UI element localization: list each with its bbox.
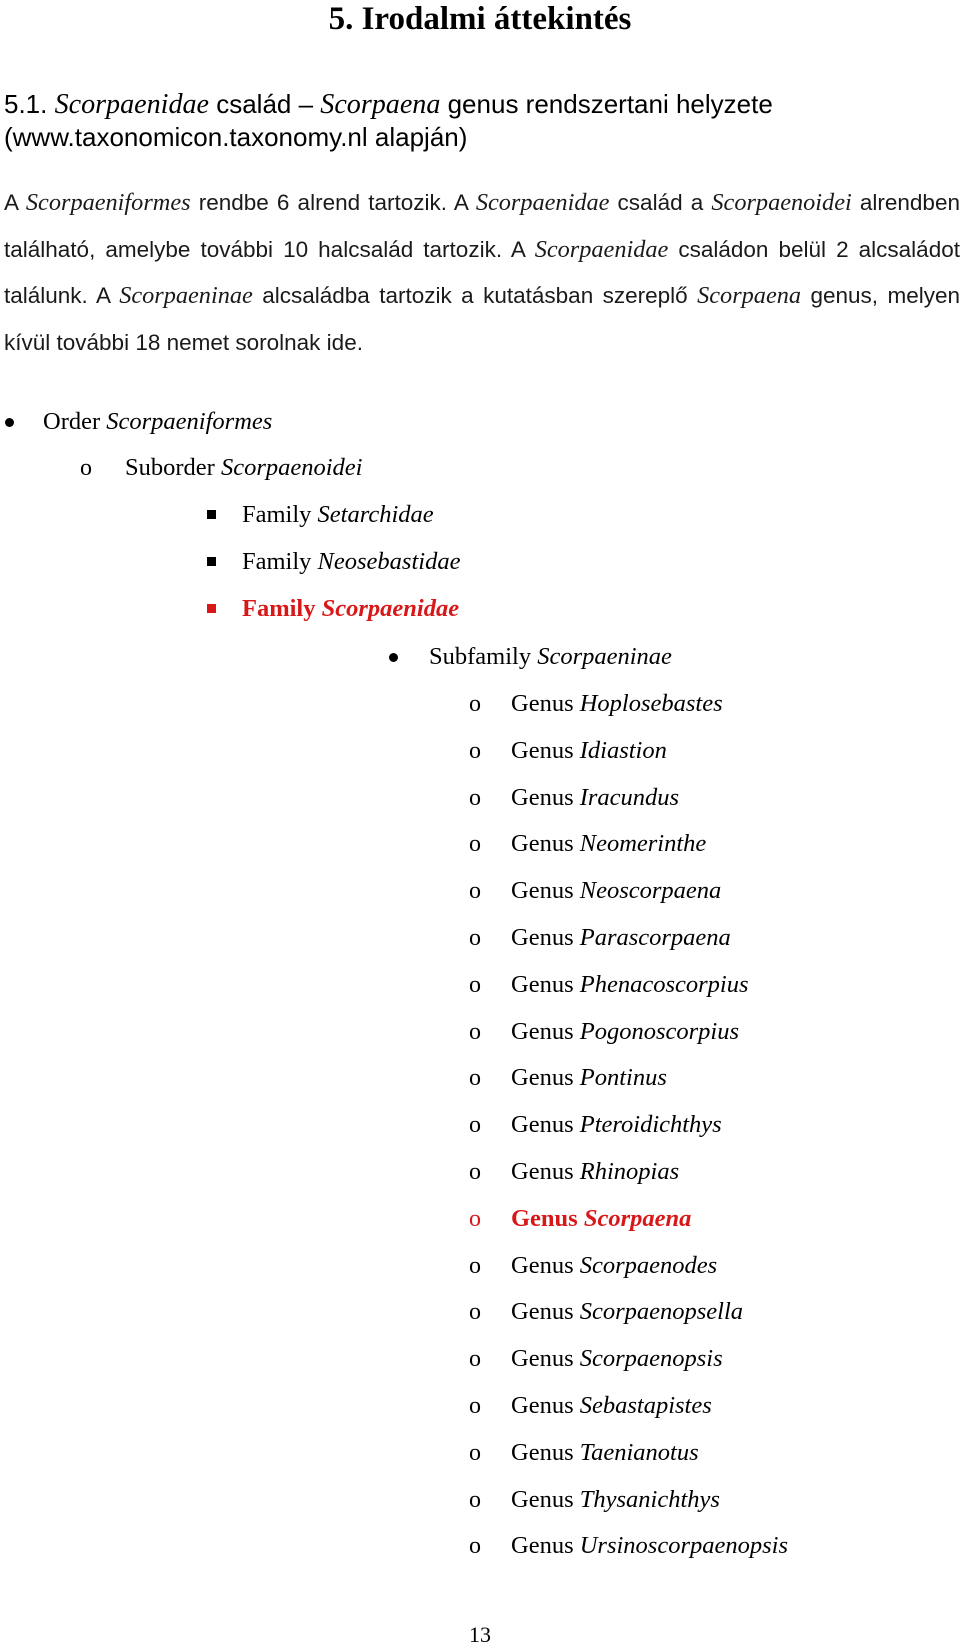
para-text: családon belül 2 alcsaládot találunk. A [4,236,960,308]
rank-label: Genus [511,1251,574,1279]
para-taxon: Scorpaenoidei [711,189,852,216]
section-heading: 5. Irodalmi áttekintés [328,1,632,37]
taxonomy-genus [0,782,900,814]
rank-label: Genus [511,1111,574,1139]
taxon-name: Iracundus [579,783,680,811]
taxonomy-genus [0,1343,900,1375]
rank-label: Genus [511,970,574,998]
rank-label: Genus [511,1298,574,1326]
bullet-circle-icon: o [469,1252,481,1279]
taxon-name: Scorpaeninae [537,643,672,670]
taxonomy-family [0,546,600,578]
subsection-mid: család – [208,89,321,119]
taxon-name: Neosebastidae [317,548,461,575]
rank-label: Suborder [125,454,215,481]
para-taxon: Scorpaeniformes [25,189,191,216]
para-text: alrendben található, amelybe további 10 halcsalád tartozik. A [4,190,960,262]
page-number: 13 [469,1622,491,1647]
bullet-circle-icon: o [469,1112,481,1139]
bullet-circle-icon: o [469,925,481,951]
taxonomy-genus [0,1484,900,1516]
taxonomy-family [0,593,600,625]
bullet-circle-icon: o [469,971,481,998]
taxonomy-subfamily [0,641,800,673]
taxonomy-genus [0,1437,900,1469]
taxon-name: Scorpaenopsella [579,1298,744,1326]
subsection-genus: Scorpaena [320,89,441,120]
rank-label: Genus [511,736,574,764]
rank-label: Genus [511,1485,574,1513]
bullet-circle-icon: o [469,1533,481,1560]
taxonomy-genus [0,1203,900,1235]
taxonomy-order [0,406,400,438]
rank-label: Genus [511,1532,574,1560]
taxon-name: Setarchidae [317,501,434,528]
para-taxon: Scorpaenidae [534,235,669,263]
taxon-name: Rhinopias [579,1158,680,1185]
rank-label: Genus [511,830,574,858]
taxonomy-suborder [0,452,500,484]
taxon-name: Scorpaenidae [321,595,460,622]
bullet-circle-icon: o [469,1393,481,1419]
rank-label: Genus [511,877,574,905]
taxonomy-genus [0,1390,900,1422]
taxon-name: Neomerinthe [579,830,707,858]
bullet-square-icon [207,557,216,566]
taxonomy-genus [0,1016,900,1048]
bullet-circle-icon: o [469,784,481,811]
taxonomy-genus [0,1530,900,1562]
taxonomy-genus [0,1250,900,1282]
taxon-name: Parascorpaena [579,924,731,951]
para-text: alcsaládba tartozik a kutatásban szereplő [252,283,698,308]
taxon-name: Phenacoscorpius [579,970,749,998]
bullet-circle-icon: o [469,1486,481,1513]
subsection-heading [4,88,944,154]
taxon-name: Scorpaeniformes [106,408,273,435]
rank-label: Genus [511,1392,574,1419]
para-text: család a [609,190,712,215]
taxonomy-genus [0,969,900,1001]
para-taxon: Scorpaeninae [119,282,253,309]
taxon-name: Scorpaenodes [579,1251,718,1279]
taxon-name: Neoscorpaena [579,877,722,905]
taxonomy-genus [0,735,900,767]
taxon-name: Idiastion [579,736,667,764]
bullet-circle-icon: o [469,1159,481,1185]
bullet-circle-icon: o [469,831,481,858]
rank-label: Subfamily [429,643,532,670]
rank-label: Genus [511,1158,574,1185]
taxonomy-genus [0,828,900,860]
taxon-name: Pontinus [579,1064,667,1092]
bullet-circle-icon: o [469,1018,481,1045]
rank-label: Genus [511,690,574,717]
bullet-dot-icon [5,418,14,427]
bullet-circle-icon: o [80,455,92,481]
bullet-circle-icon: o [469,691,481,717]
taxonomy-genus [0,1062,900,1094]
taxon-name: Scorpaena [583,1204,692,1232]
rank-label: Genus [511,1204,578,1232]
para-text: rendbe 6 alrend tartozik. A [190,190,476,215]
rank-label: Family [242,548,312,575]
taxonomy-genus [0,1156,900,1188]
bullet-circle-icon: o [469,878,481,905]
taxon-name: Hoplosebastes [579,690,723,717]
rank-label: Genus [511,924,574,951]
bullet-dot-icon [389,653,398,662]
rank-label: Family [242,501,312,528]
rank-label: Genus [511,1064,574,1092]
taxon-name: Pteroidichthys [579,1111,722,1139]
para-text: A [4,190,26,215]
bullet-square-icon [207,510,216,519]
bullet-circle-icon: o [469,1065,481,1092]
taxonomy-genus [0,688,900,720]
bullet-circle-icon: o [469,1346,481,1373]
bullet-circle-icon: o [469,1299,481,1326]
taxon-name: Ursinoscorpaenopsis [579,1532,788,1560]
bullet-circle-icon: o [469,737,481,764]
subsection-family: Scorpaenidae [54,89,209,120]
taxonomy-genus [0,1109,900,1141]
taxon-name: Scorpaenopsis [579,1345,723,1373]
rank-label: Genus [511,783,574,811]
bullet-square-icon [207,604,216,613]
taxonomy-genus [0,1296,900,1328]
para-text: genus, melyen kívül további 18 nemet sorolnak ide. [4,283,960,355]
taxon-name: Thysanichthys [579,1485,720,1513]
intro-paragraph [4,180,960,366]
rank-label: Genus [511,1345,574,1373]
taxon-name: Scorpaenoidei [220,454,363,481]
rank-label: Genus [511,1438,574,1466]
bullet-circle-icon: o [469,1439,481,1466]
taxonomy-genus [0,875,900,907]
taxon-name: Taenianotus [579,1438,699,1466]
rank-label: Family [242,595,316,622]
rank-label: Order [43,408,101,435]
para-taxon: Scorpaena [697,282,802,309]
taxonomy-family [0,499,600,531]
subsection-tail: genus rendszertani helyzete [440,89,773,119]
rank-label: Genus [511,1017,574,1045]
bullet-circle-icon: o [469,1205,481,1232]
taxon-name: Pogonoscorpius [579,1017,739,1045]
subsection-number: 5.1. [4,89,55,119]
subsection-source: (www.taxonomicon.taxonomy.nl alapján) [4,122,468,152]
taxonomy-genus [0,922,900,954]
para-taxon: Scorpaenidae [475,189,610,216]
taxon-name: Sebastapistes [579,1392,712,1419]
